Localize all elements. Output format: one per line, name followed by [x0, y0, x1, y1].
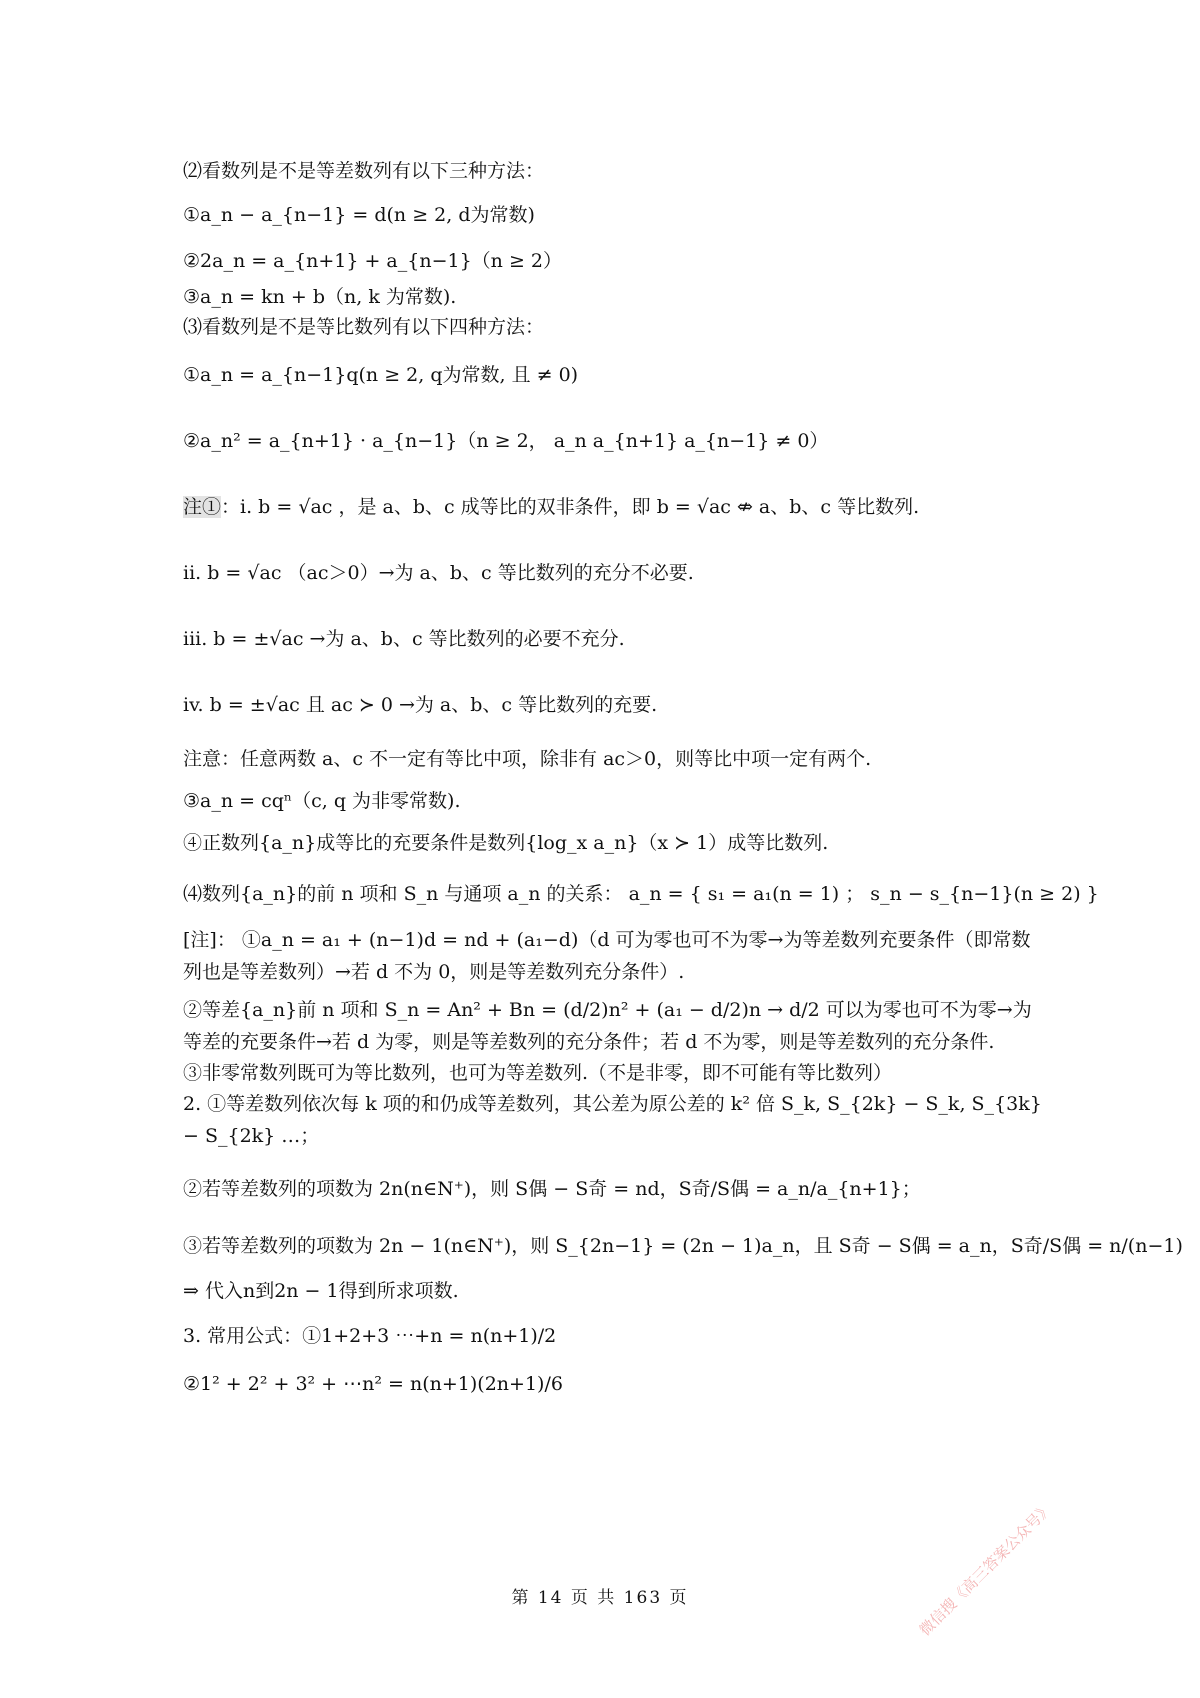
text-line-24: ②1² + 2² + 3² + ⋯n² = n(n+1)(2n+1)/6: [183, 1373, 563, 1395]
text-line-12: 注意：任意两数 a、c 不一定有等比中项，除非有 ac＞0，则等比中项一定有两个.: [183, 748, 872, 770]
watermark: 微信搜《高三答案公众号》: [915, 1499, 1056, 1640]
text-line-7: ②a_n² = a_{n+1} · a_{n−1}（n ≥ 2， a_n a_{n+1} a_{n−1} ≠ 0）: [183, 430, 829, 452]
text-line-23: 3. 常用公式：①1+2+3 ⋯+n = n(n+1)/2: [183, 1325, 557, 1347]
text-line-21: ③若等差数列的项数为 2n − 1(n∈N⁺)，则 S_{2n−1} = (2n − 1)a_n，且 S奇 − S偶 = a_n，S奇/S偶 = n/(n−1): [183, 1235, 1183, 1257]
page-footer: 第 14 页 共 163 页: [511, 1588, 689, 1608]
text-line-3: ②2a_n = a_{n+1} + a_{n−1}（n ≥ 2）: [183, 250, 563, 272]
text-line-22: ⇒ 代入n到2n − 1得到所求项数.: [183, 1280, 459, 1302]
text-line-6: ①a_n = a_{n−1}q(n ≥ 2, q为常数, 且 ≠ 0): [183, 364, 579, 386]
text-line-16: [注]： ①a_n = a₁ + (n−1)d = nd + (a₁−d)（d 可为零也可不为零→为等差数列充要条件（即常数列也是等差数列）→若 d 不为 0，则是等差数列充分条件）.: [183, 929, 1031, 983]
text-line-14: ④正数列{a_n}成等比的充要条件是数列{log_x a_n}（x ≻ 1）成等比数列.: [183, 832, 829, 854]
text-line-4: ③a_n = kn + b（n, k 为常数).: [183, 286, 457, 308]
text-line-17: ②等差{a_n}前 n 项和 S_n = An² + Bn = (d/2)n² + (a₁ − d/2)n → d/2 可以为零也可不为零→为等差的充要条件→若 d 为零，则是等差数列的充分条件；若 d 不为零，则是等差数列的充分条件.: [183, 999, 1032, 1053]
text-line-8: [183, 474, 1043, 540]
text-line-19: 2. ①等差数列依次每 k 项的和仍成等差数列，其公差为原公差的 k² 倍 S_k, S_{2k} − S_k, S_{3k} − S_{2k} …；: [183, 1093, 1042, 1147]
text-line-9: ii. b = √ac （ac＞0）→为 a、b、c 等比数列的充分不必要.: [183, 562, 694, 584]
page-content: [183, 150, 1183, 1408]
text-line-2: ①a_n − a_{n−1} = d(n ≥ 2, d为常数): [183, 204, 535, 226]
text-line-11: iv. b = ±√ac 且 ac ≻ 0 →为 a、b、c 等比数列的充要.: [183, 694, 658, 716]
note-marker: 注①: [183, 496, 222, 518]
text-line-20: ②若等差数列的项数为 2n(n∈N⁺)，则 S偶 − S奇 = nd，S奇/S偶 = a_n/a_{n+1}；: [183, 1178, 921, 1200]
text-line-10: iii. b = ±√ac →为 a、b、c 等比数列的必要不充分.: [183, 628, 625, 650]
text-line-8-rest: ：i. b = √ac ，是 a、b、c 成等比的双非条件，即 b = √ac ⇎ a、b、c 等比数列.: [221, 496, 920, 518]
text-line-1: ⑵看数列是不是等差数列有以下三种方法：: [183, 160, 545, 182]
text-line-15: ⑷数列{a_n}的前 n 项和 S_n 与通项 a_n 的关系： a_n = { s₁ = a₁(n = 1) ； s_n − s_{n−1}(n ≥ 2) }: [183, 883, 1099, 905]
text-line-13: ③a_n = cqⁿ（c, q 为非零常数).: [183, 790, 461, 812]
text-line-18: ③非零常数列既可为等比数列，也可为等差数列.（不是非零，即不可能有等比数列）: [183, 1062, 893, 1084]
text-line-5: ⑶看数列是不是等比数列有以下四种方法：: [183, 316, 545, 338]
